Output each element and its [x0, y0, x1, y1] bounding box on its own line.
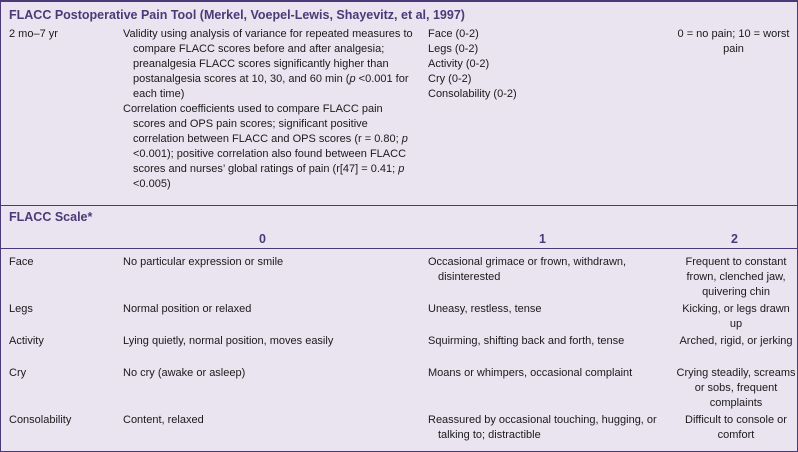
- header-divider: [0, 248, 798, 249]
- face-score-1-text: Occasional grimace or frown, withdrawn, disinterested: [428, 256, 627, 283]
- legs-score-2: Kicking, or legs drawn up: [682, 303, 790, 330]
- tool-title: [9, 8, 465, 22]
- age-range: 2 mo–7 yr: [9, 28, 58, 40]
- row-label-activity: Activity: [9, 335, 44, 347]
- consolability-score-0: Content, relaxed: [123, 414, 204, 426]
- category-item: Legs (0-2): [428, 43, 479, 55]
- section-divider: [0, 205, 798, 206]
- cry-score-1: Moans or whimpers, occasional complaint: [428, 367, 633, 379]
- consolability-score-2: Difficult to console or comfort: [685, 414, 787, 441]
- reliability-paragraph: Correlation coefficients used to compare FLACC pain scores and OPS pain scores; significant positive correlation between FLACC and OPS scores (r = 0.80; p <0.001); positive correlation also found between FLACC scores and nurses’ global ratings of pain (r[47] = 0.41; p <0.005): [123, 103, 408, 190]
- cry-score-2: Crying steadily, screams or sobs, frequent complaints: [676, 367, 796, 409]
- row-label-cry: Cry: [9, 367, 27, 379]
- consolability-score-1: [428, 413, 658, 443]
- legs-score-1: Uneasy, restless, tense: [428, 303, 542, 315]
- scale-title: FLACC Scale*: [9, 210, 93, 224]
- categories-list: [428, 27, 517, 102]
- category-item: Consolability (0-2): [428, 88, 517, 100]
- category-item: Activity (0-2): [428, 58, 490, 70]
- reliability-validity: [123, 27, 413, 192]
- row-label-face: Face: [9, 256, 34, 268]
- score-header-2: 2: [731, 232, 738, 246]
- score-header-0: 0: [259, 232, 266, 246]
- top-rule: [0, 0, 798, 2]
- face-score-2: Frequent to constant frown, clenched jaw, quivering chin: [685, 256, 787, 298]
- tool-citation: (Merkel, Voepel-Lewis, Shayevitz, et al, 1997): [199, 8, 465, 22]
- face-score-0: No particular expression or smile: [123, 256, 284, 268]
- score-header-1: 1: [539, 232, 546, 246]
- activity-score-0: Lying quietly, normal position, moves easily: [123, 335, 334, 347]
- row-label-legs: Legs: [9, 303, 33, 315]
- row-label-consolability: Consolability: [9, 414, 72, 426]
- reliability-paragraph: Validity using analysis of variance for repeated measures to compare FLACC scores before and after analgesia; preanalgesia FLACC scores significantly higher than postanalgesia scores at 10, 30, and 60 min (p <0.001 for each time): [123, 28, 413, 100]
- category-item: Cry (0-2): [428, 73, 472, 85]
- tool-name: FLACC Postoperative Pain Tool: [9, 8, 197, 22]
- consolability-score-1-text: Reassured by occasional touching, hugging, or talking to; distractible: [428, 414, 657, 441]
- face-score-1: [428, 255, 658, 285]
- category-item: Face (0-2): [428, 28, 479, 40]
- legs-score-0: Normal position or relaxed: [123, 303, 252, 315]
- activity-score-1: Squirming, shifting back and forth, tense: [428, 335, 625, 347]
- activity-score-2: Arched, rigid, or jerking: [679, 335, 793, 347]
- scoring-range: 0 = no pain; 10 = worst pain: [677, 28, 790, 55]
- cry-score-0: No cry (awake or asleep): [123, 367, 246, 379]
